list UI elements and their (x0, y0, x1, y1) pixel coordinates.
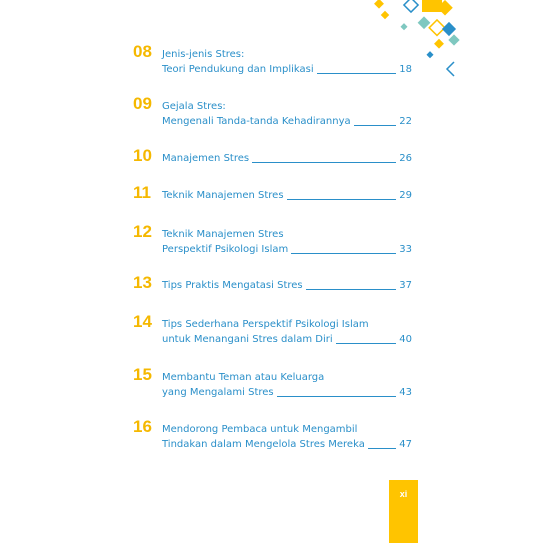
page-number: 37 (399, 280, 412, 291)
chapter-title: Tindakan dalam Mengelola Stres Mereka (162, 439, 365, 450)
leader-line (317, 73, 396, 74)
chapter-number: 08 (133, 42, 152, 61)
page-number-tab (389, 480, 418, 543)
leader-line (306, 289, 396, 290)
chapter-title: Teknik Manajemen Stres (162, 229, 284, 240)
chapter-title: Perspektif Psikologi Islam (162, 244, 289, 255)
chapter-title: Teori Pendukung dan Implikasi (162, 64, 314, 75)
chapter-number: 13 (133, 273, 152, 292)
chapter-title: Manajemen Stres (162, 153, 250, 164)
deco-shape (434, 39, 444, 49)
leader-line (336, 343, 396, 344)
page-number: 43 (399, 387, 412, 398)
chapter-title: Membantu Teman atau Keluarga (162, 372, 325, 383)
chapter-title: Mengenali Tanda-tanda Kehadirannya (162, 116, 351, 127)
chapter-title: untuk Menangani Stres dalam Diri (162, 334, 333, 345)
chapter-title: Tips Praktis Mengatasi Stres (162, 280, 303, 291)
deco-shape (418, 16, 431, 29)
chapter-title: Mendorong Pembaca untuk Mengambil (162, 424, 358, 435)
leader-line (354, 125, 396, 126)
page-number: 29 (399, 190, 412, 201)
chapter-number: 12 (133, 222, 152, 241)
roman-page-number: xi (399, 489, 408, 499)
leader-line (287, 199, 396, 200)
chapter-number: 15 (133, 365, 152, 384)
chapter-number: 16 (133, 417, 152, 436)
leader-line (291, 253, 396, 254)
deco-shape (400, 23, 407, 30)
leader-line (277, 396, 396, 397)
chapter-number: 10 (133, 146, 152, 165)
chapter-number: 11 (133, 183, 151, 202)
deco-shape (426, 51, 433, 58)
page-number: 18 (399, 64, 412, 75)
page-number: 33 (399, 244, 412, 255)
chapter-title: Tips Sederhana Perspektif Psikologi Islam (162, 319, 369, 330)
chapter-number: 09 (133, 94, 152, 113)
deco-shape (442, 22, 456, 36)
deco-shape (448, 34, 459, 45)
chapter-number: 14 (133, 312, 152, 331)
deco-shape (374, 0, 384, 9)
chapter-title: Gejala Stres: (162, 101, 226, 112)
chapter-title: Teknik Manajemen Stres (162, 190, 284, 201)
page-number: 22 (399, 116, 412, 127)
deco-shape (381, 11, 389, 19)
chapter-title: yang Mengalami Stres (162, 387, 274, 398)
deco-shape (429, 20, 445, 36)
chevron-left-icon (447, 62, 454, 76)
deco-shape (404, 0, 418, 12)
leader-line (252, 162, 396, 163)
chapter-title: Jenis-jenis Stres: (162, 49, 245, 60)
page-number: 26 (399, 153, 412, 164)
leader-line (368, 448, 396, 449)
page-number: 40 (399, 334, 412, 345)
page-number: 47 (399, 439, 412, 450)
